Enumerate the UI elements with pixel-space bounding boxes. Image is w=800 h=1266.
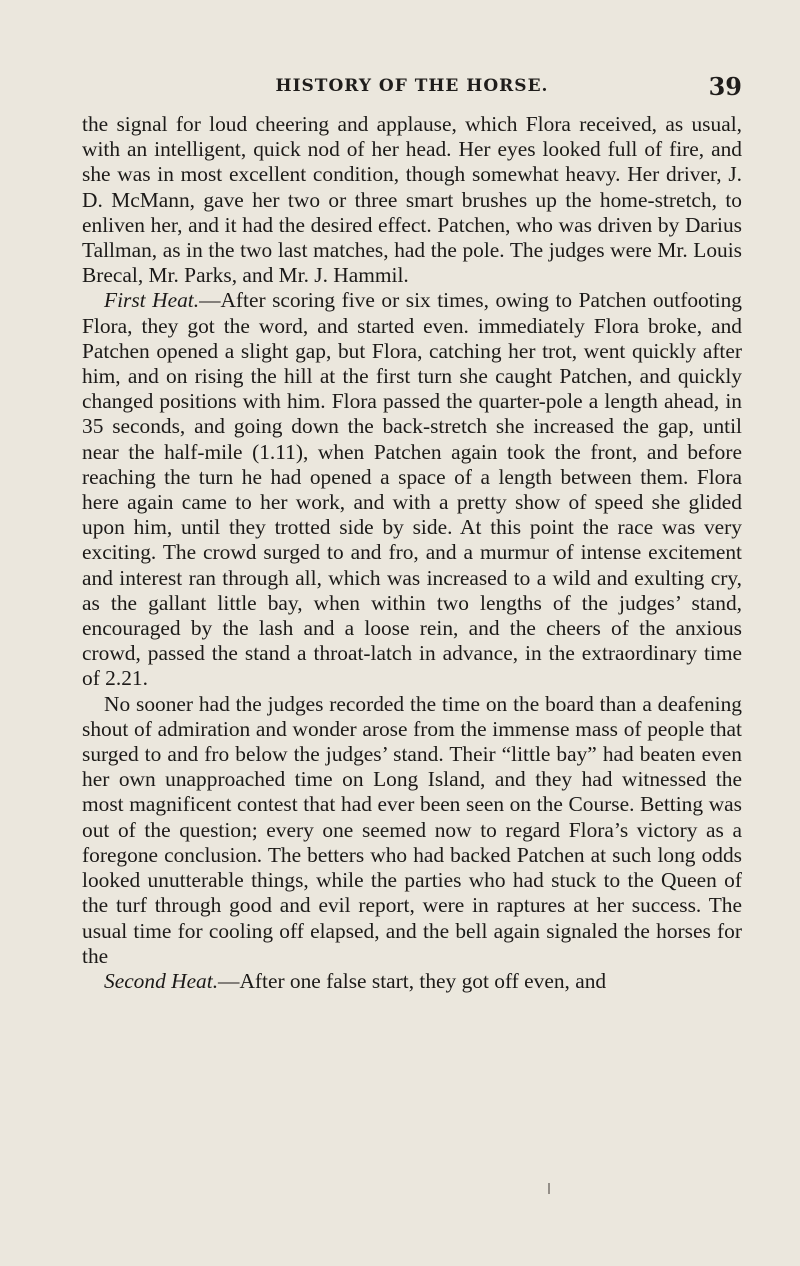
second-heat-text: —After one false start, they got off even, and [218,968,607,993]
running-head-title: HISTORY OF THE HORSE. [275,76,549,96]
second-heat-label: Second Heat. [104,968,219,993]
body-text [82,112,742,994]
print-speck [548,1183,550,1194]
page-number: 39 [708,72,742,101]
paragraph-opening: the signal for loud cheering and applause, which Flora received, as usual, with an intelligent, quick nod of her head. Her eyes looked full of fire, and she was in most excellent condition, though somewhat heavy. Her driver, J. D. McMann, gave her two or three smart brushes up the home-stretch, to enliven her, and it had the desired effect. Patchen, who was driven by Darius Tallman, as in the two last matches, had the pole. The judges were Mr. Louis Brecal, Mr. Parks, and Mr. J. Hammil. [82,112,742,288]
running-head [82,72,742,102]
paragraph-aftermath: No sooner had the judges recorded the time on the board than a deafening shout of admiration and wonder arose from the immense mass of people that surged to and fro below the judges’ stand. Their “little bay” had beaten even her own unapproached time on Long Island, and they had witnessed the most magnificent contest that had ever been seen on the Course. Betting was out of the question; every one seemed now to regard Flora’s victory as a foregone conclusion. The betters who had backed Patchen at such long odds looked unutterable things, while the parties who had stuck to the Queen of the turf through good and evil report, were in raptures at her success. The usual time for cooling off elapsed, and the bell again signaled the horses for the [82,691,742,968]
first-heat-text: —After scoring five or six times, owing to Patchen outfooting Flora, they got the word, and started even. immediately Flora broke, and Patchen opened a slight gap, but Flora, catching her trot, went quickly after him, and on rising the hill at the first turn she caught Patchen, and quickly changed positions with him. Flora passed the quarter-pole a length ahead, in 35 seconds, and going down the back-stretch she increased the gap, until near the half-mile (1.11), when Patchen again took the front, and before reaching the turn he had opened a space of a length between them. Flora here again came to her work, and with a pretty show of speed she glided upon him, until they trotted side by side. At this point the race was very exciting. The crowd surged to and fro, and a murmur of intense excitement and interest ran through all, which was increased to a wild and exulting cry, as the gallant little bay, when within two lengths of the judges’ stand, encouraged by the lash and a loose rein, and the cheers of the anxious crowd, passed the stand a throat-latch in advance, in the extraordinary time of 2.21. [82,288,742,691]
first-heat-label: First Heat. [104,288,200,313]
paragraph-second-heat [82,969,742,994]
paragraph-first-heat [82,288,742,691]
